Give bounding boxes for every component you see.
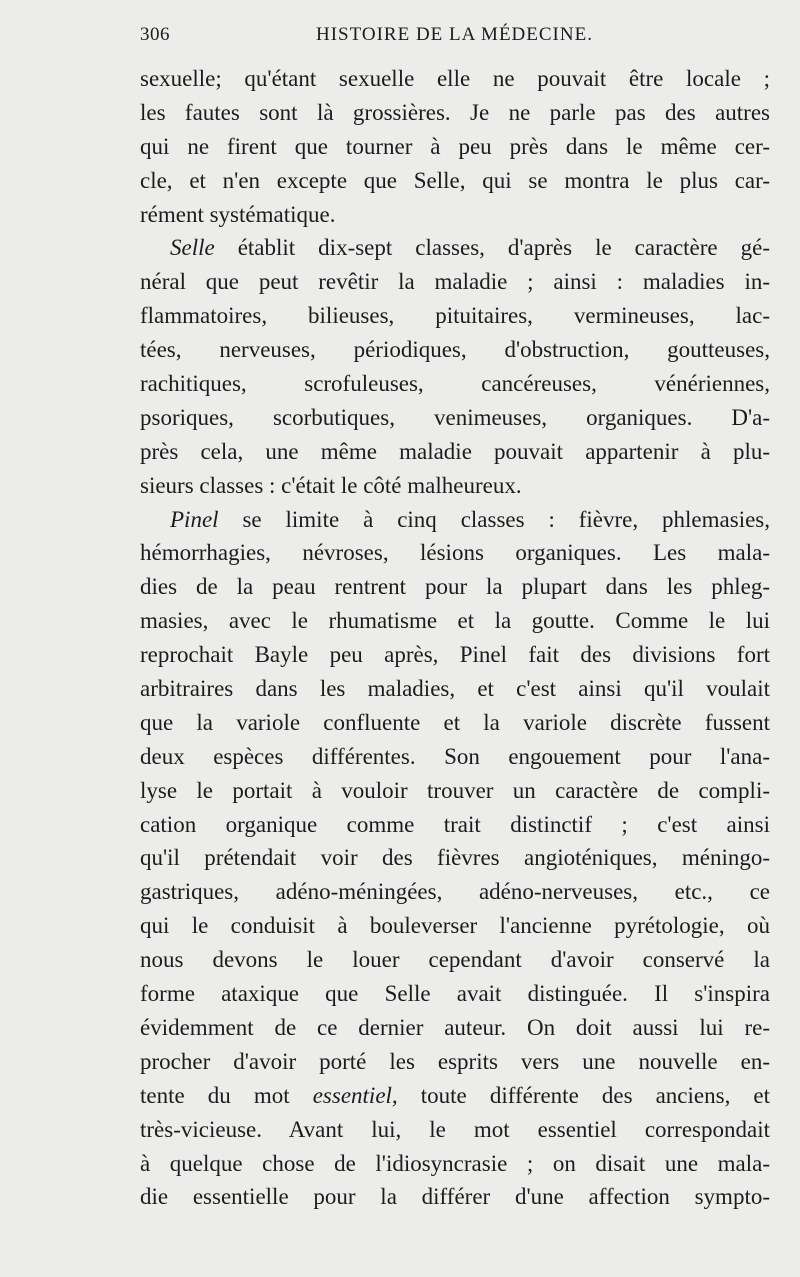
line-text: cation organique comme trait distinctif ; c'est ainsi xyxy=(140,811,770,837)
line-text: tées, nerveuses, périodiques, d'obstruction, goutteuses, xyxy=(140,337,770,363)
text-line xyxy=(140,367,770,401)
line-text: deux espèces différentes. Son engouement pour l'ana- xyxy=(140,743,770,769)
italic-term: essentiel, xyxy=(312,1082,398,1108)
line-text: die essentielle pour la différer d'une affection sympto- xyxy=(140,1184,770,1210)
line-text: sieurs classes : c'était le côté malheureux. xyxy=(140,472,522,498)
text-line xyxy=(140,130,770,164)
line-text: néral que peut revêtir la maladie ; ainsi : maladies in- xyxy=(140,269,770,295)
line-text: hémorrhagies, névroses, lésions organiques. Les mala- xyxy=(140,540,770,566)
text-line xyxy=(140,706,770,740)
line-text: rément systématique. xyxy=(140,201,336,227)
text-line xyxy=(140,875,770,909)
text-line xyxy=(140,604,770,638)
text-line xyxy=(140,198,770,232)
text-line xyxy=(140,62,770,96)
italic-name: Pinel xyxy=(170,506,219,532)
text-line xyxy=(140,164,770,198)
text-line xyxy=(140,401,770,435)
line-text: les fautes sont là grossières. Je ne parle pas des autres xyxy=(140,99,770,125)
line-text: que la variole confluente et la variole discrète fussent xyxy=(140,709,770,735)
line-text: rachitiques, scrofuleuses, cancéreuses, vénériennes, xyxy=(140,371,770,397)
text-line xyxy=(140,536,770,570)
running-title: HISTOIRE DE LA MÉDECINE. xyxy=(316,24,593,45)
line-text: psoriques, scorbutiques, venimeuses, organiques. D'a- xyxy=(140,404,770,430)
text-line xyxy=(140,672,770,706)
line-text: qui le conduisit à bouleverser l'ancienne pyrétologie, où xyxy=(140,913,770,939)
text-line xyxy=(140,1147,770,1181)
page-number: 306 xyxy=(140,24,170,45)
line-text: établit dix-sept classes, d'après le caractère gé- xyxy=(214,235,770,261)
text-line xyxy=(140,570,770,604)
text-line xyxy=(140,774,770,808)
text-line xyxy=(140,977,770,1011)
text-line xyxy=(140,909,770,943)
line-text-after: toute différente des anciens, et xyxy=(397,1082,770,1108)
line-text: à quelque chose de l'idiosyncrasie ; on disait une mala- xyxy=(140,1150,770,1176)
line-text: forme ataxique que Selle avait distinguée. Il s'inspira xyxy=(140,981,770,1007)
text-line xyxy=(140,1113,770,1147)
line-text: flammatoires, bilieuses, pituitaires, vermineuses, lac- xyxy=(140,303,770,329)
line-text: sexuelle; qu'étant sexuelle elle ne pouvait être locale ; xyxy=(140,66,770,91)
text-line xyxy=(140,943,770,977)
text-line xyxy=(140,96,770,130)
page-header xyxy=(140,24,770,54)
body-text xyxy=(140,62,770,1214)
text-line xyxy=(140,1180,770,1214)
text-line xyxy=(140,333,770,367)
text-line xyxy=(140,299,770,333)
text-line xyxy=(140,435,770,469)
text-line xyxy=(140,231,770,265)
text-line xyxy=(140,808,770,842)
line-text: nous devons le louer cependant d'avoir conservé la xyxy=(140,947,770,973)
text-line xyxy=(140,1079,770,1113)
text-line xyxy=(140,503,770,537)
line-text: près cela, une même maladie pouvait appartenir à plu- xyxy=(140,438,770,464)
line-text: dies de la peau rentrent pour la plupart dans les phleg- xyxy=(140,574,770,600)
line-text: lyse le portait à vouloir trouver un caractère de compli- xyxy=(140,777,770,803)
text-line xyxy=(140,469,770,503)
line-text: cle, et n'en excepte que Selle, qui se montra le plus car- xyxy=(140,167,770,193)
line-text: très-vicieuse. Avant lui, le mot essentiel correspondait xyxy=(140,1116,770,1142)
text-line xyxy=(140,841,770,875)
line-text: se limite à cinq classes : fièvre, phlemasies, xyxy=(218,506,770,532)
text-line xyxy=(140,1045,770,1079)
text-line xyxy=(140,740,770,774)
line-text: évidemment de ce dernier auteur. On doit aussi lui re- xyxy=(140,1014,770,1040)
line-text: arbitraires dans les maladies, et c'est ainsi qu'il voulait xyxy=(140,676,770,702)
text-line xyxy=(140,1011,770,1045)
line-text: qu'il prétendait voir des fièvres angioténiques, méningo- xyxy=(140,845,770,871)
line-text: masies, avec le rhumatisme et la goutte. Comme le lui xyxy=(140,608,770,634)
text-line xyxy=(140,638,770,672)
line-text: qui ne firent que tourner à peu près dans le même cer- xyxy=(140,133,770,159)
line-text: gastriques, adéno-méningées, adéno-nerveuses, etc., ce xyxy=(140,879,770,905)
line-text: reprochait Bayle peu après, Pinel fait des divisions fort xyxy=(140,642,770,668)
text-line xyxy=(140,265,770,299)
line-text: procher d'avoir porté les esprits vers une nouvelle en- xyxy=(140,1048,770,1074)
line-text: tente du mot xyxy=(140,1082,313,1108)
italic-name: Selle xyxy=(170,235,215,261)
